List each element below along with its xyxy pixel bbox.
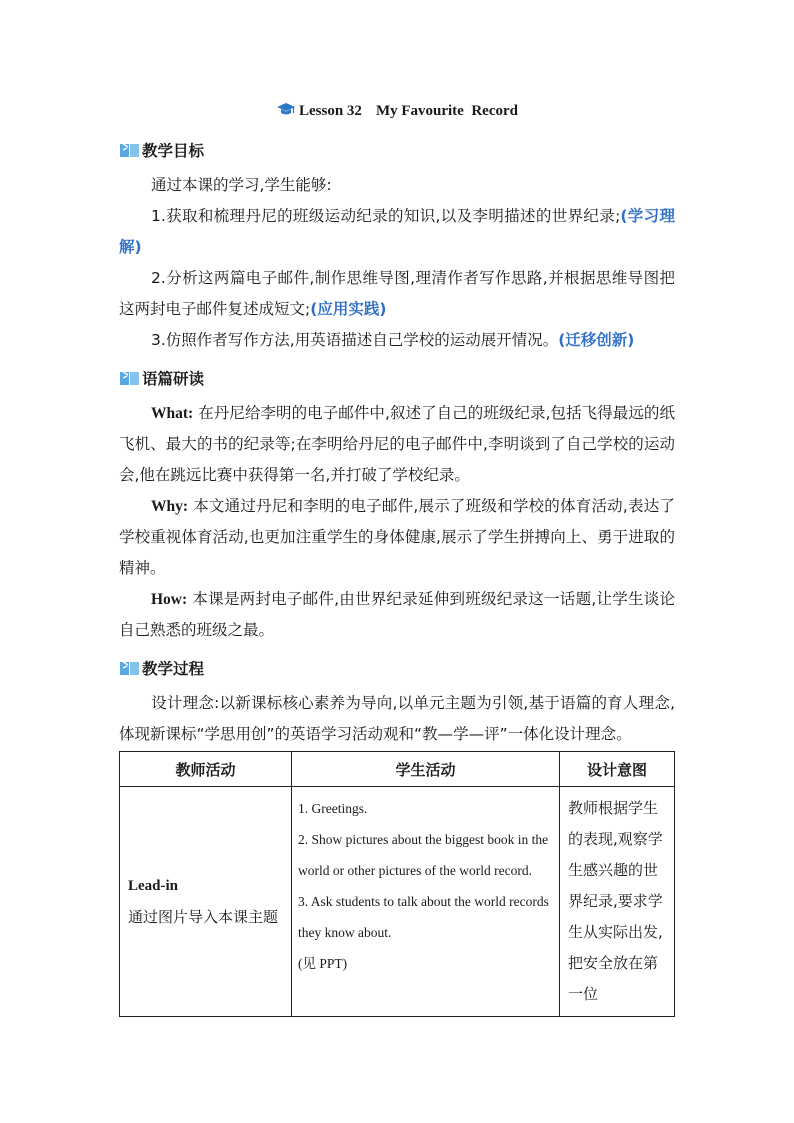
graduation-cap-icon (276, 102, 296, 123)
table-header-row (120, 752, 675, 787)
teacher-activity-cell: Lead-in 通过图片导入本课主题 (120, 787, 292, 1017)
column-header: 设计意图 (559, 752, 674, 787)
reading-why: Why: 本文通过丹尼和李明的电子邮件,展示了班级和学校的体育活动,表达了学校重视体育活动,也更加注重学生的身体健康,展示了学生拼搏向上、勇于进取的精神。 (119, 497, 675, 577)
section-title: 教学目标 (142, 142, 205, 160)
section-title: 语篇研读 (142, 370, 205, 388)
book-icon (119, 141, 141, 159)
reading-what: What: 在丹尼给李明的电子邮件中,叙述了自己的班级纪录,包括飞得最远的纸飞机、最大的书的纪录等;在李明给丹尼的电子邮件中,李明谈到了自己学校的运动会,他在跳远比赛中获得第一名,并打破了学校纪录。 (119, 404, 675, 484)
column-header: 教师活动 (120, 752, 292, 787)
teaching-process-table (119, 751, 675, 1017)
book-icon (119, 659, 141, 677)
goal-item-1: 1.获取和梳理丹尼的班级运动纪录的知识,以及李明描述的世界纪录;(学习理解) (119, 207, 675, 256)
column-header: 学生活动 (292, 752, 560, 787)
design-concept: 设计理念:以新课标核心素养为导向,以单元主题为引领,基于语篇的育人理念,体现新课标“学思用创”的英语学习活动观和“教—学—评”一体化设计理念。 (119, 694, 675, 743)
lesson-number: Lesson 32 (299, 103, 362, 119)
reading-how: How: 本课是两封电子邮件,由世界纪录延伸到班级纪录这一话题,让学生谈论自己熟悉的班级之最。 (119, 590, 675, 639)
section-heading-process (119, 657, 204, 679)
design-intent-cell: 教师根据学生的表现,观察学生感兴趣的世界纪录,要求学生从实际出发,把安全放在第一位 (559, 787, 674, 1017)
goal-tag: (应用实践) (310, 300, 387, 318)
goal-tag: (迁移创新) (558, 331, 635, 349)
goal-item-2: 2.分析这两篇电子邮件,制作思维导图,理清作者写作思路,并根据思维导图把这两封电子邮件复述成短文;(应用实践) (119, 269, 675, 318)
book-icon (119, 369, 141, 387)
goal-tag: (学习理解) (119, 207, 675, 256)
table-row (120, 787, 675, 1017)
goal-item-3: 3.仿照作者写作方法,用英语描述自己学校的运动展开情况。(迁移创新) (151, 331, 635, 349)
goals-intro: 通过本课的学习,学生能够: (151, 176, 332, 194)
lesson-title (0, 102, 794, 123)
section-heading-goals (119, 139, 204, 161)
section-heading-reading (119, 367, 204, 389)
lesson-name: My Favourite Record (375, 103, 518, 119)
student-activity-cell: 1. Greetings. 2. Show pictures about the biggest book in the world or other pictures of the world record. 3. Ask students to talk about the world records they know about. (见 PPT) (292, 787, 560, 1017)
section-title: 教学过程 (142, 660, 205, 678)
